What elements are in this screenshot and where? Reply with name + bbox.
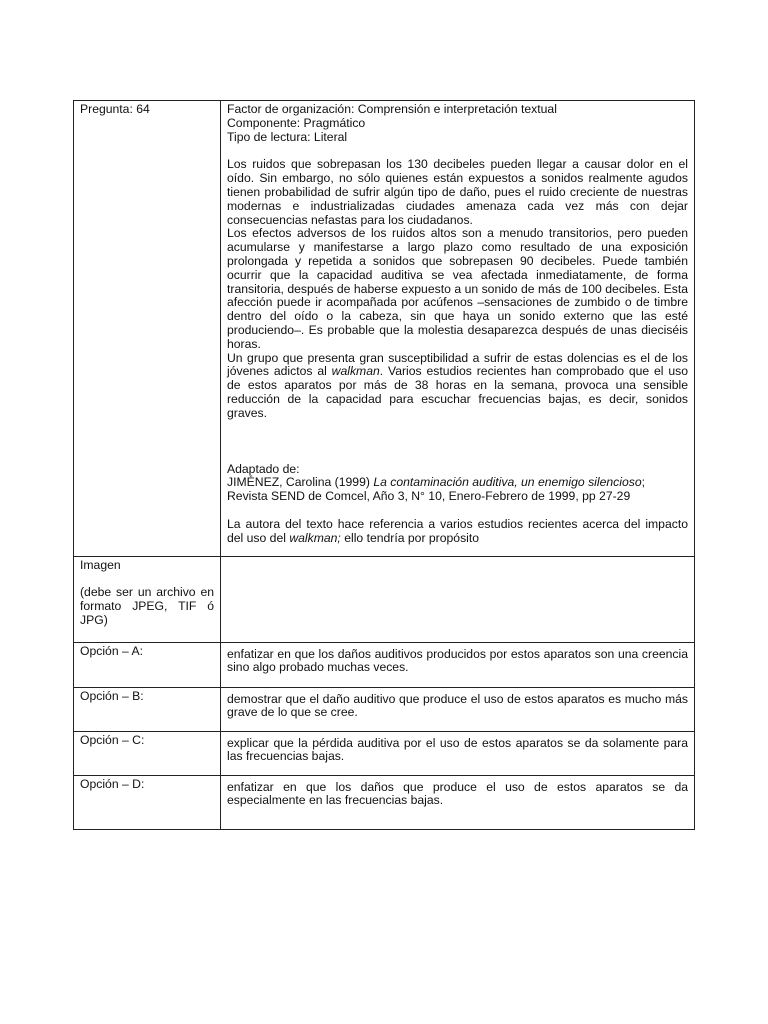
source-citation: JIMÉNEZ, Carolina (1999) La contaminación auditiva, un enemigo silencioso; (227, 475, 645, 490)
walkman-term-prompt: walkman; (289, 530, 341, 545)
organization-factor: Factor de organización: Comprensión e interpretación textual (227, 102, 557, 116)
option-c-text: explicar que la pérdida auditiva por el uso de estos aparatos se da solamente para las frecuencias bajas. (221, 731, 695, 775)
question-table (73, 100, 695, 830)
option-d-label: Opción – D: (74, 775, 221, 829)
image-row-label-cell (74, 556, 221, 642)
image-row (74, 556, 695, 642)
passage-paragraph-3: Un grupo que presenta gran susceptibilidad a sufrir de estas dolencias es el de los jóvenes adictos al walkman. Varios estudios recientes han comprobado que el uso de estos aparatos por más de 38 horas en la semana, provoca una sensible reducción de la capacidad para escuchar frecuencias bajas, es decir, sonidos graves. (227, 350, 688, 420)
image-placeholder (221, 556, 695, 642)
option-a-label: Opción – A: (74, 642, 221, 687)
source-label: Adaptado de: (227, 461, 300, 476)
source-details: Revista SEND de Comcel, Año 3, N° 10, Enero-Febrero de 1999, pp 27-29 (227, 489, 631, 504)
component: Componente: Pragmático (227, 115, 366, 130)
question-content (221, 101, 695, 557)
question-number-label: Pregunta: 64 (74, 101, 221, 557)
option-b-text: demostrar que el daño auditivo que produce el uso de estos aparatos es mucho más grave de lo que se cree. (221, 687, 695, 731)
passage-paragraph-1: Los ruidos que sobrepasan los 130 decibeles pueden llegar a causar dolor en el oído. Sin embargo, no sólo quienes están expuestos a sonidos realmente agudos tienen probabilidad de sufrir algún tipo de daño, pues el ruido creciente de nuestras modernas e industrializadas ciudades amenaza cada vez más con dejar consecuencias nefastas para los ciudadanos. (227, 157, 688, 227)
source-title: La contaminación auditiva, un enemigo silencioso (373, 475, 642, 490)
option-row-a (74, 642, 695, 687)
image-format-note: (debe ser un archivo en formato JPEG, TIF ó JPG) (80, 585, 214, 627)
option-a-text: enfatizar en que los daños auditivos producidos por estos aparatos son una creencia sino algo probado muchas veces. (221, 642, 695, 687)
reading-type: Tipo de lectura: Literal (227, 129, 348, 144)
question-prompt: La autora del texto hace referencia a varios estudios recientes acerca del impacto del uso del walkman; ello tendría por propósito (227, 516, 688, 545)
passage-paragraph-2: Los efectos adversos de los ruidos altos son a menudo transitorios, pero pueden acumularse y manifestarse a largo plazo como resultado de una exposición prolongada y repetida a sonidos que sobrepasen 90 decibeles. Puede también ocurrir que la capacidad auditiva se vea afectada inmediatamente, de forma transitoria, después de haberse expuesto a un sonido de más de 100 decibeles. Esta afección puede ir acompañada por acúfenos –sensaciones de zumbido o de timbre dentro del oído o la cabeza, sin que haya un sonido externo que las esté produciendo–. Es probable que la molestia desaparezca después de unas dieciséis horas. (227, 226, 688, 351)
option-d-text: enfatizar en que los daños que produce el uso de estos aparatos se da especialmente en las frecuencias bajas. (221, 775, 695, 829)
image-label: Imagen (80, 557, 121, 572)
question-row (74, 101, 695, 557)
walkman-term: walkman (331, 364, 380, 379)
option-c-label: Opción – C: (74, 731, 221, 775)
option-row-c (74, 731, 695, 775)
option-row-d (74, 775, 695, 829)
option-row-b (74, 687, 695, 731)
option-b-label: Opción – B: (74, 687, 221, 731)
